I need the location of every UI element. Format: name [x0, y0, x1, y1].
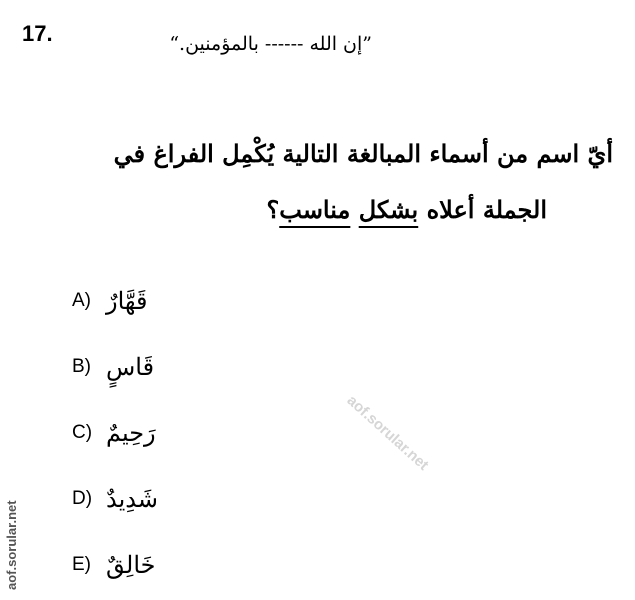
prompt-line-2-text: الجملة أعلاه [418, 195, 547, 224]
underlined-word-2: مناسب [279, 195, 351, 224]
watermark-vertical: aof.sorular.net [4, 500, 19, 590]
option-b[interactable] [72, 334, 272, 400]
option-b-letter: B) [72, 356, 91, 377]
prompt-line-2 [43, 182, 613, 238]
question-number: 17. [22, 21, 53, 46]
option-d[interactable] [72, 466, 272, 532]
option-d-text: شَدِيدٌ [106, 485, 158, 513]
watermark-diagonal: aof.sorular.net [343, 392, 432, 474]
answer-options [72, 268, 272, 598]
option-c-letter: C) [72, 422, 93, 443]
prompt-space [350, 195, 358, 224]
underlined-word-1: بشكل [358, 195, 419, 224]
option-b-text: قَاسٍ [106, 353, 155, 381]
option-a-letter: A) [72, 290, 91, 311]
option-c-text: رَحِيمٌ [106, 419, 156, 447]
prompt-line-1: أيّ اسم من أسماء المبالغة التالية يُكْمِل الفراغ في [113, 139, 613, 168]
option-e-letter: E) [72, 554, 91, 575]
option-e-text: خَالِقٌ [106, 551, 156, 579]
quote-sentence: ”إن الله ------ بالمؤمنين.“ [169, 33, 372, 55]
question-mark: ؟ [266, 195, 280, 224]
question-prompt [43, 126, 613, 238]
option-e[interactable] [72, 532, 272, 598]
option-d-letter: D) [72, 488, 93, 509]
option-a-text: قَهَّارٌ [106, 287, 148, 315]
option-a[interactable] [72, 268, 272, 334]
option-c[interactable] [72, 400, 272, 466]
